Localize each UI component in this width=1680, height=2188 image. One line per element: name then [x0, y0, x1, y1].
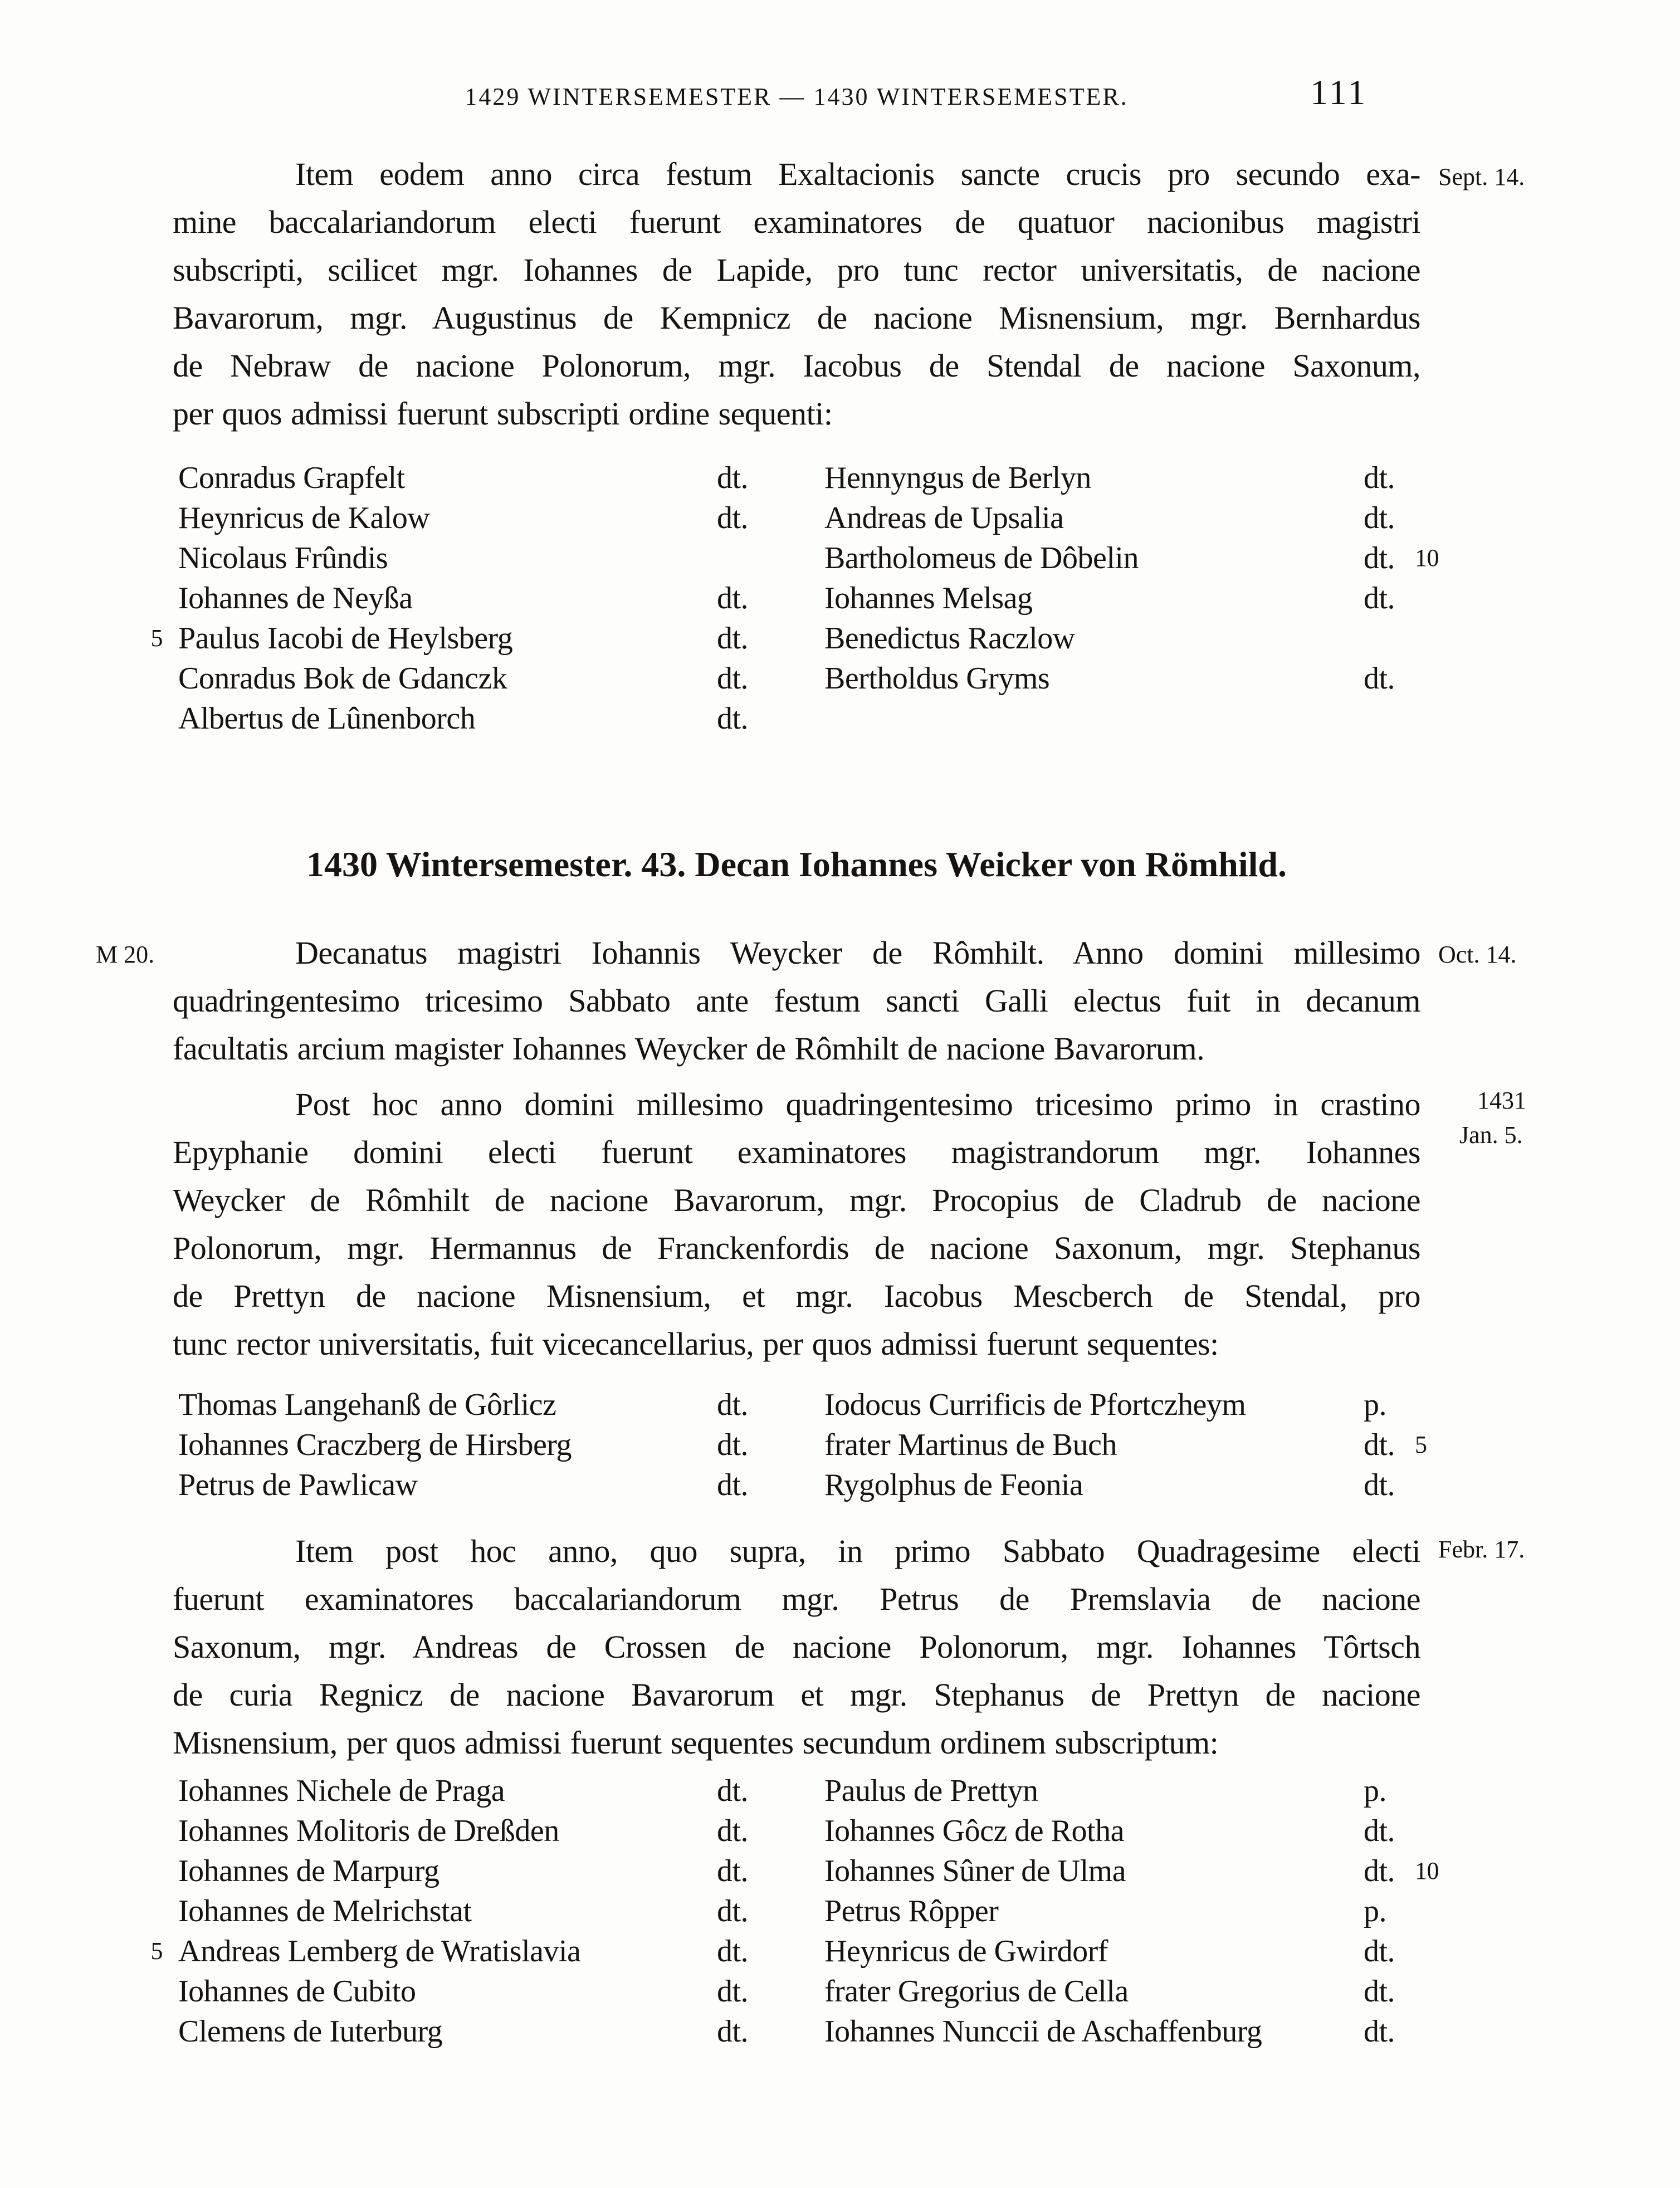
payment-mark: dt.	[717, 701, 749, 736]
list-row	[0, 458, 1680, 498]
payment-mark: p.	[1364, 1894, 1386, 1928]
student-name: Albertus de Lûnenborch	[178, 701, 476, 736]
payment-mark: dt.	[717, 461, 749, 495]
payment-mark: dt.	[1364, 1428, 1395, 1462]
student-name: Iohannes de Marpurg	[178, 1854, 439, 1888]
student-name: Iohannes Nichele de Praga	[178, 1774, 505, 1808]
payment-mark: dt.	[1364, 541, 1395, 575]
student-name: Bartholomeus de Dôbelin	[824, 541, 1139, 575]
list-row	[0, 1851, 1680, 1891]
payment-mark: dt.	[1364, 1854, 1395, 1888]
paragraph-line: fuerunt examinatores baccalariandorum mgr. Petrus de Premslavia de nacione	[173, 1581, 1420, 1617]
body-paragraph	[173, 150, 1420, 438]
student-name: Petrus Rôpper	[824, 1894, 999, 1928]
paragraph-line: tunc rector universitatis, fuit vicecancellarius, per quos admissi fuerunt sequentes:	[173, 1326, 1219, 1362]
student-name: Iohannes Gôcz de Rotha	[824, 1814, 1124, 1848]
student-name: Paulus de Prettyn	[824, 1774, 1038, 1808]
payment-mark: p.	[1364, 1774, 1386, 1808]
payment-mark: dt.	[717, 1774, 749, 1808]
payment-mark: dt.	[717, 1428, 749, 1462]
payment-mark: dt.	[1364, 1934, 1395, 1969]
payment-mark: dt.	[717, 501, 749, 535]
paragraph-line: Bavarorum, mgr. Augustinus de Kempnicz de nacione Misnensium, mgr. Bernhardus	[173, 300, 1420, 336]
list-row	[0, 2011, 1680, 2052]
student-name: Iohannes de Cubito	[178, 1974, 416, 2009]
list-row	[0, 618, 1680, 658]
payment-mark: dt.	[717, 2014, 749, 2049]
payment-mark: dt.	[1364, 2014, 1395, 2049]
student-name: Heynricus de Kalow	[178, 501, 430, 535]
list-row	[0, 1891, 1680, 1931]
student-name: Iohannes Melsag	[824, 581, 1033, 616]
list-row	[0, 1465, 1680, 1505]
payment-mark: dt.	[717, 1388, 749, 1422]
list-row	[0, 498, 1680, 538]
margin-note-date: Oct. 14.	[1438, 941, 1517, 968]
margin-note-year: 1431	[1477, 1087, 1526, 1114]
line-number: 5	[150, 624, 163, 652]
payment-mark: dt.	[717, 1814, 749, 1848]
student-name: Conradus Grapfelt	[178, 461, 405, 495]
payment-mark: p.	[1364, 1388, 1386, 1422]
student-name: Iohannes Sûner de Ulma	[824, 1854, 1126, 1888]
paragraph-line: Item eodem anno circa festum Exaltacionis sancte crucis pro secundo exa-	[295, 156, 1420, 192]
student-name: Clemens de Iuterburg	[178, 2014, 443, 2049]
student-name: frater Martinus de Buch	[824, 1428, 1117, 1462]
student-name: Paulus Iacobi de Heylsberg	[178, 621, 513, 656]
payment-mark: dt.	[717, 581, 749, 616]
margin-note-date: Sept. 14.	[1438, 163, 1525, 191]
payment-mark: dt.	[717, 621, 749, 656]
paragraph-line: Saxonum, mgr. Andreas de Crossen de nacione Polonorum, mgr. Iohannes Tôrtsch	[173, 1629, 1420, 1665]
paragraph-line: subscripti, scilicet mgr. Iohannes de Lapide, pro tunc rector universitatis, de nacione	[173, 252, 1420, 288]
payment-mark: dt.	[1364, 1468, 1395, 1502]
list-row	[0, 1385, 1680, 1425]
student-name: Rygolphus de Feonia	[824, 1468, 1083, 1502]
payment-mark: dt.	[1364, 461, 1395, 495]
student-name: frater Gregorius de Cella	[824, 1974, 1129, 2009]
paragraph-line: facultatis arcium magister Iohannes Weycker de Rômhilt de nacione Bavarorum.	[173, 1030, 1205, 1067]
payment-mark: dt.	[717, 661, 749, 696]
payment-mark: dt.	[717, 1854, 749, 1888]
line-number: 5	[150, 1937, 163, 1965]
payment-mark: dt.	[717, 1894, 749, 1928]
line-number: 10	[1415, 544, 1439, 572]
student-name: Conradus Bok de Gdanczk	[178, 661, 507, 696]
page-number: 111	[1310, 72, 1368, 112]
paragraph-line: quadringentesimo tricesimo Sabbato ante festum sancti Galli electus fuit in decanum	[173, 983, 1420, 1019]
body-paragraph	[173, 1527, 1420, 1767]
paragraph-line: mine baccalariandorum electi fuerunt examinatores de quatuor nacionibus magistri	[173, 204, 1420, 240]
list-row	[0, 1971, 1680, 2011]
section-heading: 1430 Wintersemester. 43. Decan Iohannes Weicker von Römhild.	[306, 844, 1287, 884]
list-row	[0, 658, 1680, 699]
payment-mark: dt.	[1364, 581, 1395, 616]
student-name: Heynricus de Gwirdorf	[824, 1934, 1108, 1969]
margin-note-manuscript-ref: M 20.	[96, 941, 155, 968]
paragraph-line: per quos admissi fuerunt subscripti ordine sequenti:	[173, 395, 833, 432]
name-list	[0, 1771, 1680, 2052]
student-name: Iohannes Craczberg de Hirsberg	[178, 1428, 572, 1462]
list-row	[0, 1811, 1680, 1851]
running-title: 1429 WINTERSEMESTER — 1430 WINTERSEMESTER.	[465, 83, 1129, 110]
list-row	[0, 538, 1680, 578]
student-name: Andreas Lemberg de Wratislavia	[178, 1934, 581, 1969]
list-row	[0, 699, 1680, 739]
paragraph-line: Decanatus magistri Iohannis Weycker de Rômhilt. Anno domini millesimo	[295, 935, 1420, 971]
body-paragraph	[173, 1081, 1420, 1368]
margin-note-date: Jan. 5.	[1459, 1121, 1523, 1149]
student-name: Iodocus Currificis de Pfortczheym	[824, 1388, 1246, 1422]
payment-mark: dt.	[717, 1468, 749, 1502]
student-name: Iohannes Nunccii de Aschaffenburg	[824, 2014, 1262, 2049]
payment-mark: dt.	[1364, 661, 1395, 696]
paragraph-line: de Nebraw de nacione Polonorum, mgr. Iacobus de Stendal de nacione Saxonum,	[173, 348, 1420, 384]
student-name: Hennyngus de Berlyn	[824, 461, 1091, 495]
payment-mark: dt.	[1364, 1814, 1395, 1848]
paragraph-line: Misnensium, per quos admissi fuerunt sequentes secundum ordinem subscriptum:	[173, 1725, 1219, 1761]
margin-note-date: Febr. 17.	[1438, 1536, 1525, 1563]
line-number: 5	[1415, 1431, 1427, 1458]
body-paragraph	[173, 929, 1420, 1073]
student-name: Iohannes Molitoris de Dreßden	[178, 1814, 559, 1848]
paragraph-line: Item post hoc anno, quo supra, in primo Sabbato Quadragesime electi	[295, 1533, 1420, 1569]
list-row	[0, 1425, 1680, 1465]
payment-mark: dt.	[717, 1934, 749, 1969]
student-name: Iohannes de Melrichstat	[178, 1894, 472, 1928]
payment-mark: dt.	[1364, 1974, 1395, 2009]
student-name: Iohannes de Neyßa	[178, 581, 413, 616]
paragraph-line: de curia Regnicz de nacione Bavarorum et mgr. Stephanus de Prettyn de nacione	[173, 1677, 1420, 1713]
paragraph-line: Polonorum, mgr. Hermannus de Franckenfordis de nacione Saxonum, mgr. Stephanus	[173, 1230, 1420, 1266]
paragraph-line: Weycker de Rômhilt de nacione Bavarorum, mgr. Procopius de Cladrub de nacione	[173, 1182, 1420, 1218]
student-name: Bertholdus Gryms	[824, 661, 1050, 696]
student-name: Petrus de Pawlicaw	[178, 1468, 418, 1502]
paragraph-line: de Prettyn de nacione Misnensium, et mgr. Iacobus Mescberch de Stendal, pro	[173, 1278, 1420, 1314]
name-list	[0, 1385, 1680, 1505]
student-name: Nicolaus Frûndis	[178, 541, 388, 575]
list-row	[0, 1771, 1680, 1811]
list-row	[0, 578, 1680, 618]
line-number: 10	[1415, 1857, 1439, 1884]
student-name: Thomas Langehanß de Gôrlicz	[178, 1388, 556, 1422]
student-name: Andreas de Upsalia	[824, 501, 1064, 535]
name-list	[0, 458, 1680, 739]
paragraph-line: Epyphanie domini electi fuerunt examinatores magistrandorum mgr. Iohannes	[173, 1134, 1420, 1170]
paragraph-line: Post hoc anno domini millesimo quadringentesimo tricesimo primo in crastino	[295, 1086, 1420, 1122]
payment-mark: dt.	[1364, 501, 1395, 535]
student-name: Benedictus Raczlow	[824, 621, 1075, 656]
payment-mark: dt.	[717, 1974, 749, 2009]
list-row	[0, 1931, 1680, 1971]
